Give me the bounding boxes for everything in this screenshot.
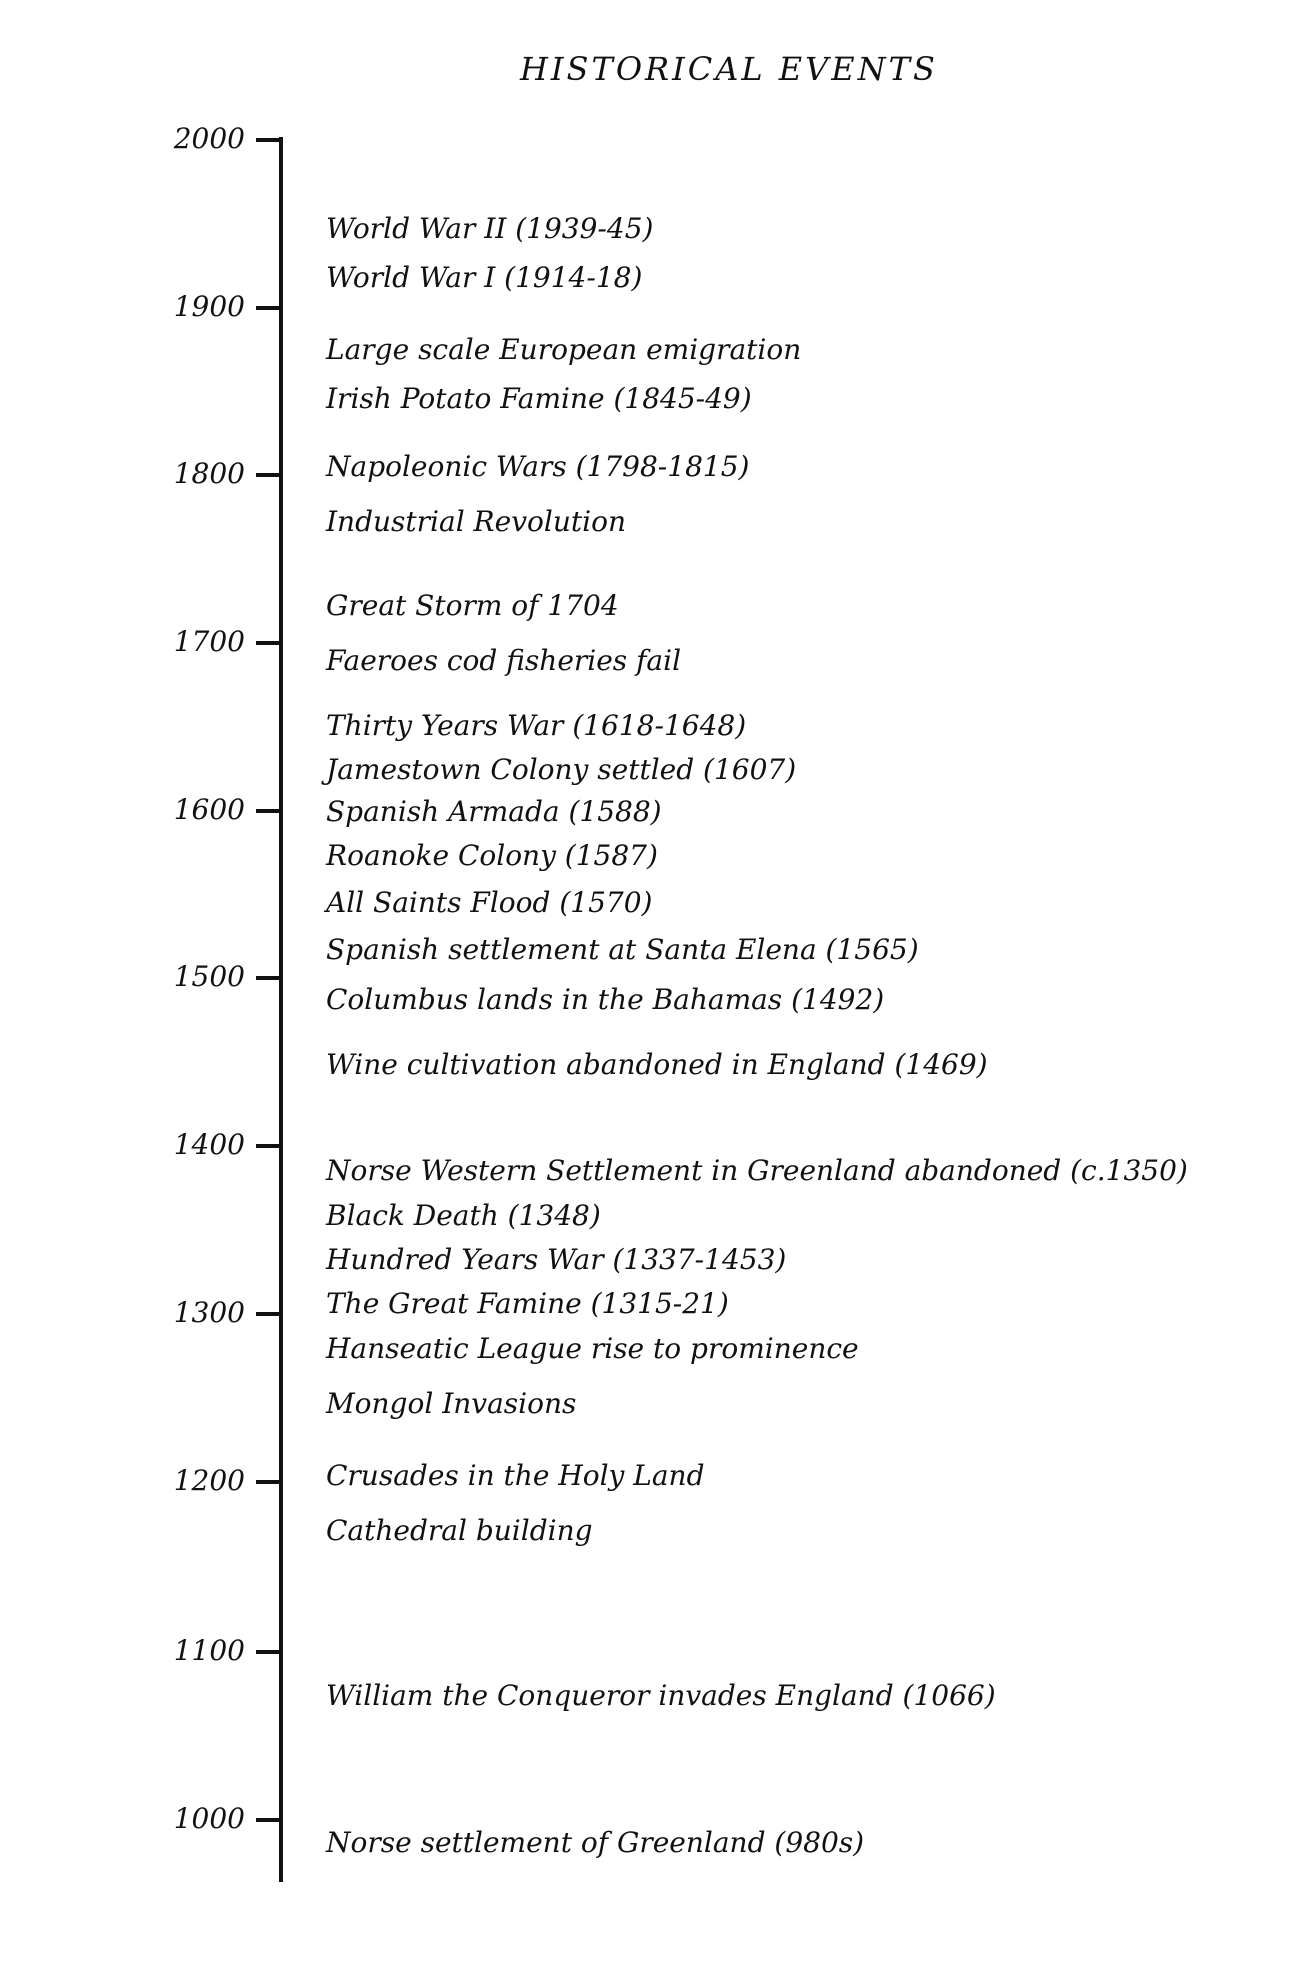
event-item: Spanish Armada (1588)	[326, 795, 662, 828]
year-label: 1100	[173, 1634, 245, 1667]
tick-1000	[256, 1818, 281, 1822]
tick-1400	[256, 1144, 281, 1148]
event-item: Cathedral building	[326, 1514, 593, 1547]
event-item: World War I (1914-18)	[326, 261, 643, 294]
event-item: Norse Western Settlement in Greenland abandoned (c.1350)	[326, 1154, 1188, 1187]
tick-2000	[256, 138, 281, 142]
page-title: HISTORICAL EVENTS	[520, 50, 938, 88]
tick-1100	[256, 1650, 281, 1654]
event-item: Wine cultivation abandoned in England (1469)	[326, 1048, 988, 1081]
event-item: Napoleonic Wars (1798-1815)	[326, 450, 750, 483]
tick-1300	[256, 1312, 281, 1316]
year-label: 1800	[173, 457, 245, 490]
event-item: Great Storm of 1704	[326, 589, 619, 622]
year-label: 2000	[173, 122, 245, 155]
event-item: Hundred Years War (1337-1453)	[326, 1243, 787, 1276]
event-item: Crusades in the Holy Land	[326, 1459, 705, 1492]
tick-1600	[256, 809, 281, 813]
event-item: Irish Potato Famine (1845-49)	[326, 382, 752, 415]
event-item: Norse settlement of Greenland (980s)	[326, 1826, 865, 1859]
event-item: Columbus lands in the Bahamas (1492)	[326, 983, 885, 1016]
event-item: All Saints Flood (1570)	[326, 886, 653, 919]
tick-1500	[256, 976, 281, 980]
tick-1800	[256, 473, 281, 477]
year-label: 1700	[173, 625, 245, 658]
year-label: 1600	[173, 793, 245, 826]
year-label: 1200	[173, 1464, 245, 1497]
year-label: 1900	[173, 290, 245, 323]
event-item: Industrial Revolution	[326, 505, 626, 538]
year-label: 1500	[173, 960, 245, 993]
event-item: William the Conqueror invades England (1066)	[326, 1679, 996, 1712]
tick-1200	[256, 1480, 281, 1484]
event-item: Hanseatic League rise to prominence	[326, 1332, 859, 1365]
year-label: 1000	[173, 1802, 245, 1835]
tick-1700	[256, 641, 281, 645]
event-item: Spanish settlement at Santa Elena (1565)	[326, 933, 919, 966]
event-item: World War II (1939-45)	[326, 212, 654, 245]
event-item: The Great Famine (1315-21)	[326, 1287, 729, 1320]
event-item: Thirty Years War (1618-1648)	[326, 709, 747, 742]
year-label: 1300	[173, 1296, 245, 1329]
timeline-axis	[279, 137, 283, 1882]
event-item: Jamestown Colony settled (1607)	[326, 753, 797, 786]
event-item: Large scale European emigration	[326, 333, 802, 366]
event-item: Black Death (1348)	[326, 1199, 601, 1232]
event-item: Mongol Invasions	[326, 1387, 577, 1420]
year-label: 1400	[173, 1128, 245, 1161]
tick-1900	[256, 306, 281, 310]
event-item: Roanoke Colony (1587)	[326, 839, 658, 872]
event-item: Faeroes cod fisheries fail	[326, 644, 682, 677]
